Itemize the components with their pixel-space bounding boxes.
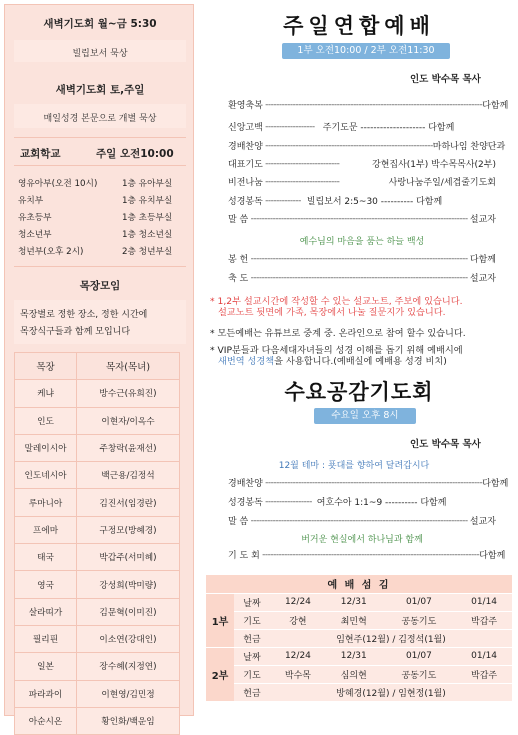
roster-group-label: 2부	[206, 647, 234, 701]
order-row: 축 도 ------------------------------------------------------------------------------- 설교자	[228, 272, 496, 284]
school-row: 유초등부 1층 초등부실	[18, 213, 173, 223]
divider	[14, 266, 186, 267]
order-row: 성경봉독 ----------------- 여호수아 1:1~9 ---------- 다함께	[228, 496, 447, 508]
table-row: 파라과이 이현영/김민정	[15, 680, 180, 707]
service-roster-table	[206, 575, 512, 702]
school-time: 주일 오전10:00	[96, 148, 174, 160]
notice-red-1: * 1,2부 설교시간에 작성할 수 있는 설교노트, 주보에 있습니다.	[210, 296, 463, 307]
order-row: 환영축복 ------------------------------------------------------------------------------- 다함께	[228, 99, 509, 111]
table-row: 인도네시아 백근용/김정석	[15, 462, 180, 489]
table-row: 말레이시아 주창락(윤재선)	[15, 434, 180, 461]
table-row: 태국 박갑주(서미혜)	[15, 544, 180, 571]
order-row: 기 도 회 ------------------------------------------------------------------------------- 다함께	[228, 549, 506, 561]
table-row: 헌금 임현주(12월) / 김정석(1월)	[206, 629, 512, 647]
order-row: 신앙고백 ------------------ 주기도문 -------------------- 다함께	[228, 121, 455, 133]
sunday-times-badge: 1부 오전10:00 / 2부 오전11:30	[282, 43, 450, 59]
order-row: 성경봉독 ------------- 빌립보서 2:5~30 ---------- 다함께	[228, 195, 443, 207]
col-group-header: 목장	[15, 353, 77, 380]
wednesday-title: 수요공감기도회	[284, 380, 434, 404]
table-row: 헌금 방혜경(12월) / 임현정(1월)	[206, 683, 512, 701]
pastoral-table	[14, 352, 180, 735]
table-row: 2부 날짜 12/24 12/31 01/07 01/14	[206, 647, 512, 665]
pastoral-desc-2: 목장식구들과 함께 모입니다	[20, 327, 131, 337]
order-row: 말 씀 ------------------------------------------------------------------------------- 설교자	[228, 213, 496, 225]
table-row: 필리핀 이소연(강대인)	[15, 625, 180, 652]
dawn-weekday-sub: 빌립보서 묵상	[72, 49, 128, 59]
table-row: 아순시온 황인화/백운임	[15, 707, 180, 734]
wednesday-theme: 12월 테마 : 푯대를 향하여 달려갑시다	[278, 461, 430, 471]
divider	[14, 137, 186, 138]
roster-group-label: 1부	[206, 593, 234, 647]
order-row: 봉 헌 ------------------------------------------------------------------------------- 다함께	[228, 253, 496, 265]
wednesday-time-badge: 수요일 오후 8시	[314, 408, 416, 424]
dawn-weekend-title: 새벽기도회 토,주일	[55, 84, 145, 96]
table-row: 기도 강현 최민혁 공동기도 박갑주	[206, 611, 512, 629]
table-row: 인도 이현자/이옥수	[15, 407, 180, 434]
order-row: 경배찬양 ------------------------------------------------------------------------------- 다함께	[228, 477, 509, 489]
table-header-row	[15, 353, 180, 380]
order-row: 말 씀 ------------------------------------------------------------------------------- 설교자	[228, 515, 496, 527]
notice-red-2: 설교노트 뒷면에 가족, 목장에서 나눌 질문지가 있습니다.	[218, 307, 446, 318]
table-row: 케냐 방수근(유희진)	[15, 380, 180, 407]
col-leader-header: 목자(목녀)	[77, 353, 180, 380]
order-row: 비전나눔 --------------------------- 사랑나눔주일/세겹줄기도회	[228, 176, 496, 188]
table-row: 프에마 구정모(방혜경)	[15, 516, 180, 543]
table-row: 영국 강성희(박미량)	[15, 571, 180, 598]
notice-youtube: * 모든예배는 유튜브로 중계 중. 온라인으로 참여 할수 있습니다.	[210, 328, 466, 339]
pastoral-desc-1: 목장별로 정한 장소, 정한 시간에	[20, 310, 148, 320]
notice-bible-1: * VIP분들과 다음세대자녀들의 성경 이해를 돕기 위해 예배시에	[210, 345, 463, 356]
sunday-pastor: 인도 박수목 목사	[410, 74, 481, 85]
sunday-title: 주일연합예배	[283, 14, 435, 38]
school-row: 영유아부(오전 10시) 1층 유아부실	[18, 179, 173, 189]
order-row: 대표기도 --------------------------- 강현집사(1부) 박수목목사(2부)	[228, 158, 496, 170]
notice-bible-2: 새번역 성경책을 사용합니다.(예배실에 예배용 성경 비치)	[218, 356, 447, 367]
school-row: 유치부 1층 유치부실	[18, 196, 173, 206]
dawn-weekend-sub: 매일성경 본문으로 개별 묵상	[43, 114, 157, 124]
wednesday-pastor: 인도 박수목 목사	[410, 439, 481, 450]
sunday-sermon-title: 예수님의 마음을 품는 하늘 백성	[299, 237, 425, 247]
school-row: 청소년부 1층 청소년실	[18, 230, 173, 240]
table-row: 1부 날짜 12/24 12/31 01/07 01/14	[206, 593, 512, 611]
table-row: 루마니아 김진서(임경란)	[15, 489, 180, 516]
school-row: 청년부(오후 2시) 2층 청년부실	[18, 247, 173, 257]
dawn-weekday-title: 새벽기도회 월~금 5:30	[43, 18, 157, 30]
order-row: 경배찬양 ------------------------------------------------------------- 마하나임 찬양단과	[228, 140, 506, 152]
school-title: 교회학교	[20, 148, 61, 160]
wednesday-sermon-title: 버거운 현실에서 하나님과 함께	[301, 535, 423, 545]
pastoral-title: 목장모임	[79, 280, 121, 292]
table-row: 일본 장수혜(지정연)	[15, 653, 180, 680]
table-row: 살라띠가 김문혁(이미진)	[15, 598, 180, 625]
table-row: 기도 박수목 심의현 공동기도 박갑주	[206, 665, 512, 683]
divider	[14, 165, 186, 166]
roster-title: 예 배 섬 김	[206, 575, 512, 593]
